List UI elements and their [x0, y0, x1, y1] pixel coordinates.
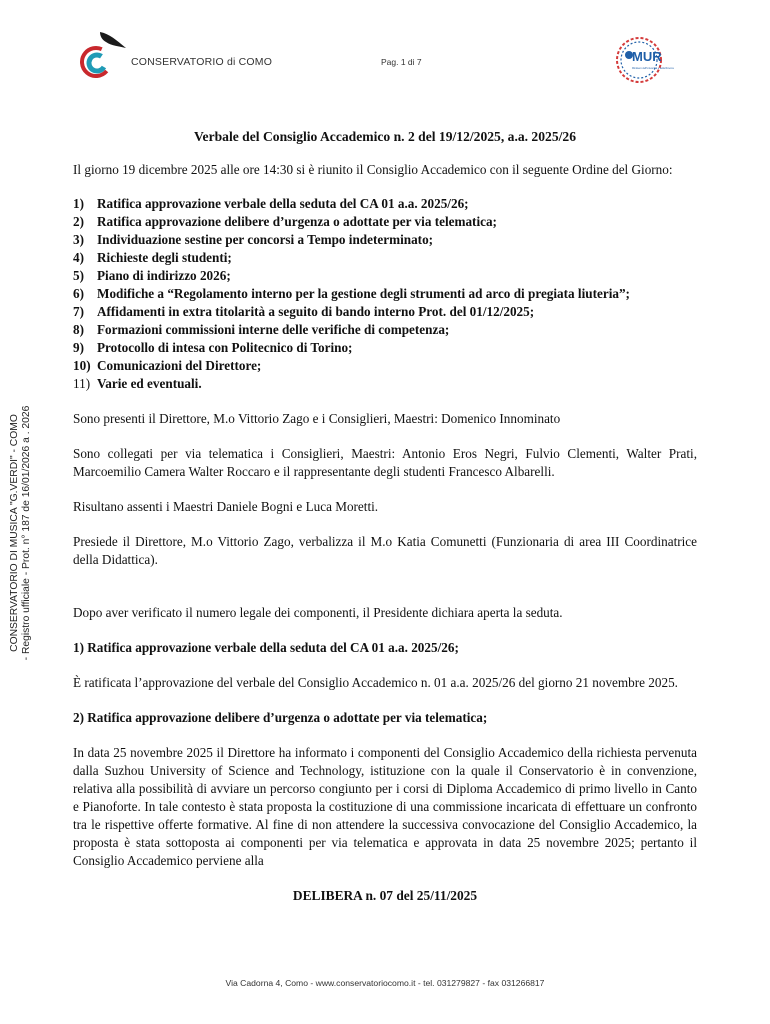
mur-sublabel: Ministero dell'Università e della Ricerca: [632, 67, 674, 70]
section-1-text: È ratificata l’approvazione del verbale del Consiglio Accademico n. 01 a.a. 2025/26 del giorno 21 novembre 2025.: [73, 675, 678, 690]
agenda-item: 2) Ratifica approvazione delibere d’urgenza o adottate per via telematica;: [73, 214, 497, 229]
delibera-heading: DELIBERA n. 07 del 25/11/2025: [292, 888, 478, 903]
section-1-heading: 1) Ratifica approvazione verbale della seduta del CA 01 a.a. 2025/26;: [73, 640, 459, 655]
presenti-paragraph: Sono presenti il Direttore, M.o Vittorio Zago e i Consiglieri, Maestri: Domenico Innominato: [73, 411, 561, 426]
agenda-item: 10) Comunicazioni del Direttore;: [73, 358, 262, 373]
agenda-item: 7) Affidamenti in extra titolarità a seguito di bando interno Prot. del 01/12/2025;: [73, 304, 535, 319]
logo-swoosh: [100, 32, 126, 48]
agenda-item: 8) Formazioni commissioni interne delle verifiche di competenza;: [73, 322, 450, 337]
agenda-item: 11) Varie ed eventuali.: [73, 376, 202, 391]
presiede-paragraph: Presiede il Direttore, M.o Vittorio Zago, verbalizza il M.o Katia Comunetti (Funzionaria di area III Coordinatrice della Didattica).: [73, 534, 697, 567]
agenda-item: 5) Piano di indirizzo 2026;: [73, 268, 231, 283]
registry-stamp-line2: - Registro ufficiale - Prot. n° 187 de 16/01/2026 a . 2026: [21, 405, 32, 661]
registry-stamp-line1: CONSERVATORIO DI MUSICA "G.VERDI" - COMO: [9, 414, 20, 652]
mur-label: MUR: [632, 49, 662, 64]
page-number: Pag. 1 di 7: [381, 57, 422, 67]
document-body: [73, 128, 697, 918]
agenda-item: 9) Protocollo di intesa con Politecnico di Torino;: [73, 340, 353, 355]
section-2-text: In data 25 novembre 2025 il Direttore ha informato i componenti del Consiglio Accademico della richiesta pervenuta dalla Suzhou University of Science and Technology, istituzione con la quale il Conservatorio è in convenzione, relativa alla possibilità di avviare un percorso congiunto per i corsi di Diploma Accademico di primo livello in Canto e Pianoforte. In tale contesto è stata proposta la costituzione di una commissione incaricata di effettuare un confronto tra le rispettive offerte formative. Al fine di non attendere la successiva convocazione del Consiglio Accademico, la proposta è stata sottoposta ai componenti per via telematica e approvata in data 25 novembre 2025; pertanto il Consiglio Accademico perviene alla: [73, 745, 697, 868]
intro-paragraph: Il giorno 19 dicembre 2025 alle ore 14:30 si è riunito il Consiglio Accademico con il seguente Ordine del Giorno:: [73, 162, 673, 177]
agenda-list: [73, 195, 697, 393]
collegati-paragraph: Sono collegati per via telematica i Consiglieri, Maestri: Antonio Eros Negri, Fulvio Clementi, Walter Prati, Marcoemilio Camera Walter Roccaro e il rappresentante degli studenti Francesco Albarelli.: [73, 446, 697, 479]
mur-logo: [612, 33, 682, 87]
institution-name: CONSERVATORIO di COMO: [131, 56, 273, 68]
agenda-item: 1) Ratifica approvazione verbale della seduta del CA 01 a.a. 2025/26;: [73, 196, 469, 211]
agenda-item: 4) Richieste degli studenti;: [73, 250, 232, 265]
section-2-heading: 2) Ratifica approvazione delibere d’urgenza o adottate per via telematica;: [73, 710, 488, 725]
agenda-item: 3) Individuazione sestine per concorsi a Tempo indeterminato;: [73, 232, 434, 247]
registry-stamp: [9, 398, 33, 668]
apertura-paragraph: Dopo aver verificato il numero legale dei componenti, il Presidente dichiara aperta la seduta.: [73, 605, 563, 620]
page-footer: Via Cadorna 4, Como - www.conservatoriocomo.it - tel. 031279827 - fax 031266817: [225, 978, 545, 988]
document-title: Verbale del Consiglio Accademico n. 2 del 19/12/2025, a.a. 2025/26: [193, 129, 576, 144]
assenti-paragraph: Risultano assenti i Maestri Daniele Bogni e Luca Moretti.: [73, 499, 379, 514]
conservatorio-logo: [80, 30, 128, 78]
agenda-item: 6) Modifiche a “Regolamento interno per la gestione degli strumenti ad arco di pregiata liuteria”;: [73, 286, 630, 301]
